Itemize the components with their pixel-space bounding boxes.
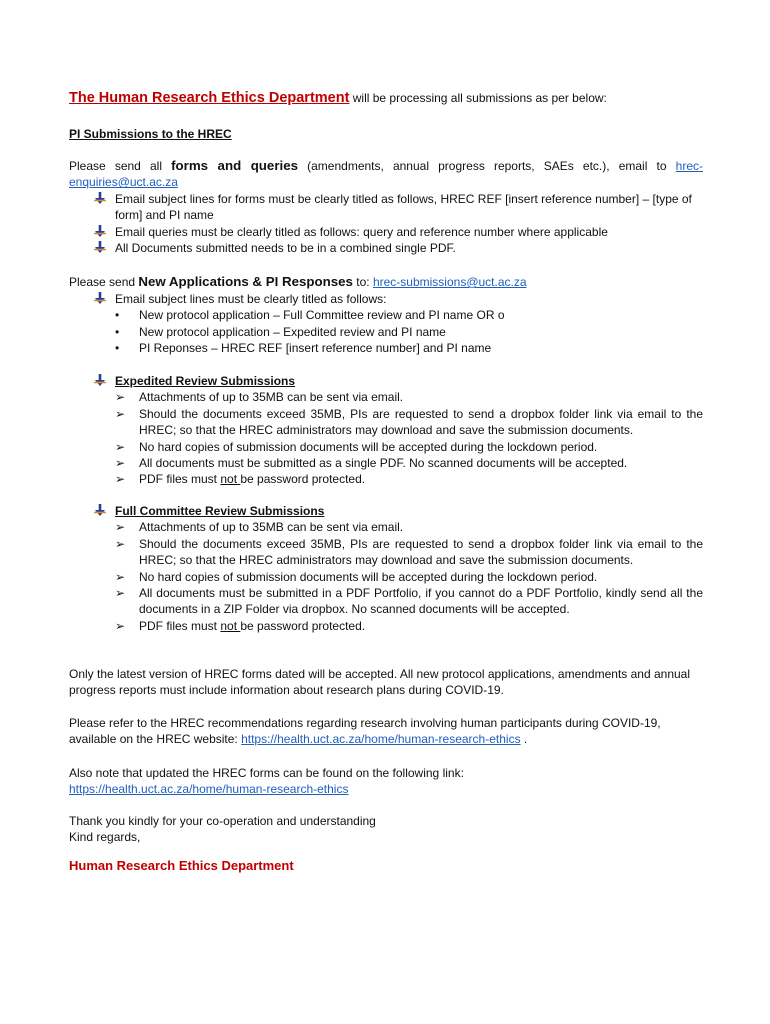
list-item	[69, 240, 703, 256]
new-apps-list	[69, 291, 703, 357]
arrowhead-bullet-icon: ➢	[115, 536, 126, 551]
new-apps-text-e: to:	[352, 275, 373, 289]
list-item	[69, 455, 703, 471]
new-apps-amp: &	[248, 274, 266, 289]
forms-queries-bold: forms and queries	[171, 158, 298, 173]
dot-bullet-icon: •	[115, 308, 120, 323]
arrowhead-bullet-icon: ➢	[115, 390, 126, 405]
dept-title: The Human Research Ethics Department	[69, 90, 350, 106]
section-heading-item	[69, 503, 703, 519]
list-item-text: All documents must be submitted as a single PDF. No scanned documents will be accepted.	[139, 456, 628, 471]
enquiries-email-link[interactable]: hrec-enquiries@uct.ac.za	[69, 159, 703, 190]
new-apps-paragraph	[69, 274, 703, 290]
pi-responses-bold: PI Responses	[265, 274, 353, 289]
dot-bullet-icon: •	[115, 324, 120, 339]
arrowhead-bullet-icon: ➢	[115, 569, 126, 584]
full-committee-section	[69, 503, 703, 634]
list-item-text: Email subject lines for forms must be clearly titled as follows, HREC REF [insert reference number] – [type of form] and PI name	[115, 192, 692, 223]
forms-list	[69, 191, 703, 257]
list-item	[69, 324, 703, 340]
forms-version-paragraph	[69, 666, 703, 699]
list-item	[69, 585, 703, 618]
list-item	[69, 536, 703, 569]
forms-text-a: Please send all	[69, 159, 172, 173]
new-apps-text-a: Please send	[69, 275, 139, 289]
list-item-text: No hard copies of submission documents will be accepted during the lockdown period.	[139, 569, 598, 584]
new-apps-bold: New Applications	[138, 274, 249, 289]
forms-text-c: (amendments, annual progress reports, SAEs etc.), email to	[298, 159, 676, 173]
list-item-text: All Documents submitted needs to be in a combined single PDF.	[115, 241, 456, 256]
forms-link-paragraph	[69, 765, 703, 798]
expedited-heading: Expedited Review Submissions	[115, 374, 296, 388]
covid-text: Please refer to the HREC recommendations regarding research involving human participants during COVID-19, available on the HREC website:	[69, 716, 661, 747]
list-item	[69, 406, 703, 439]
pi-heading-text: PI Submissions to the HREC	[69, 127, 232, 141]
covid-paragraph	[69, 715, 703, 748]
covid-text-end: .	[520, 732, 528, 747]
list-item	[69, 439, 703, 455]
list-item-text: be password protected.	[240, 472, 366, 487]
list-item-text: Should the documents exceed 35MB, PIs are requested to send a dropbox folder link via email to the HREC; so that the HREC administrators may download and save the submission documents.	[139, 406, 703, 438]
submissions-email-link[interactable]: hrec-submissions@uct.ac.za	[372, 275, 527, 289]
list-item-text: PDF files must	[139, 618, 221, 633]
expedited-section	[69, 373, 703, 488]
list-item-text: New protocol application – Full Committee review and PI name OR o	[139, 308, 505, 323]
section-heading-item	[69, 373, 703, 389]
list-item-text: Attachments of up to 35MB can be sent via email.	[139, 390, 404, 405]
list-item	[69, 618, 703, 634]
list-item-text: PDF files must	[139, 472, 221, 487]
arrow-bullet-icon	[93, 503, 109, 519]
arrowhead-bullet-icon: ➢	[115, 618, 126, 633]
not-underlined: not	[220, 618, 241, 633]
intro-text: will be processing all submissions as per below:	[349, 91, 607, 105]
list-item-text: New protocol application – Expedited review and PI name	[139, 324, 446, 339]
arrow-bullet-icon	[93, 291, 109, 307]
closing	[69, 813, 703, 846]
list-item-text: Should the documents exceed 35MB, PIs are requested to send a dropbox folder link via email to the HREC; so that the HREC administrators may download and save the submission documents.	[139, 536, 703, 568]
forms-paragraph	[69, 158, 703, 191]
intro-line	[69, 90, 703, 106]
forms-version-text: Only the latest version of HREC forms dated will be accepted. All new protocol applications, amendments and annual progress reports must include information about research plans during COVID-19.	[69, 667, 690, 698]
list-item	[69, 519, 703, 535]
list-item-text: PI Reponses – HREC REF [insert reference number] and PI name	[139, 341, 492, 356]
not-underlined: not	[220, 472, 241, 487]
dot-bullet-icon: •	[115, 341, 120, 356]
list-item-text: No hard copies of submission documents will be accepted during the lockdown period.	[139, 439, 598, 454]
list-item	[69, 340, 703, 356]
list-item	[69, 569, 703, 585]
hrec-forms-link[interactable]: https://health.uct.ac.za/home/human-research-ethics	[69, 782, 349, 797]
list-item	[69, 191, 703, 224]
list-item	[69, 307, 703, 323]
list-item-text: Email queries must be clearly titled as follows: query and reference number where applicable	[115, 224, 608, 239]
list-item	[69, 471, 703, 487]
signature	[69, 858, 703, 874]
list-item	[69, 224, 703, 240]
hrec-website-link[interactable]: https://health.uct.ac.za/home/human-research-ethics	[241, 732, 521, 747]
arrowhead-bullet-icon: ➢	[115, 520, 126, 535]
list-item-text: Email subject lines must be clearly titled as follows:	[115, 292, 387, 306]
list-item-text: Attachments of up to 35MB can be sent via email.	[139, 520, 404, 535]
arrowhead-bullet-icon: ➢	[115, 586, 126, 601]
arrowhead-bullet-icon: ➢	[115, 472, 126, 487]
list-item	[69, 291, 703, 307]
signature-text: Human Research Ethics Department	[69, 858, 294, 873]
arrowhead-bullet-icon: ➢	[115, 406, 126, 421]
arrow-bullet-icon	[93, 373, 109, 389]
forms-link-text: Also note that updated the HREC forms can be found on the following link:	[69, 766, 464, 780]
closing-thanks: Thank you kindly for your co-operation and understanding	[69, 814, 376, 828]
list-item-text: All documents must be submitted in a PDF Portfolio, if you cannot do a PDF Portfolio, kindly send all the documents in a ZIP Folder via dropbox. No scanned documents will be accepted.	[139, 586, 703, 617]
closing-regards: Kind regards,	[69, 830, 141, 845]
arrowhead-bullet-icon: ➢	[115, 456, 126, 471]
list-item-text: be password protected.	[240, 618, 366, 633]
full-committee-heading: Full Committee Review Submissions	[115, 504, 325, 518]
arrow-bullet-icon	[93, 191, 109, 207]
pi-heading	[69, 126, 703, 142]
arrow-bullet-icon	[93, 224, 109, 240]
list-item	[69, 389, 703, 405]
arrowhead-bullet-icon: ➢	[115, 439, 126, 454]
arrow-bullet-icon	[93, 240, 109, 256]
